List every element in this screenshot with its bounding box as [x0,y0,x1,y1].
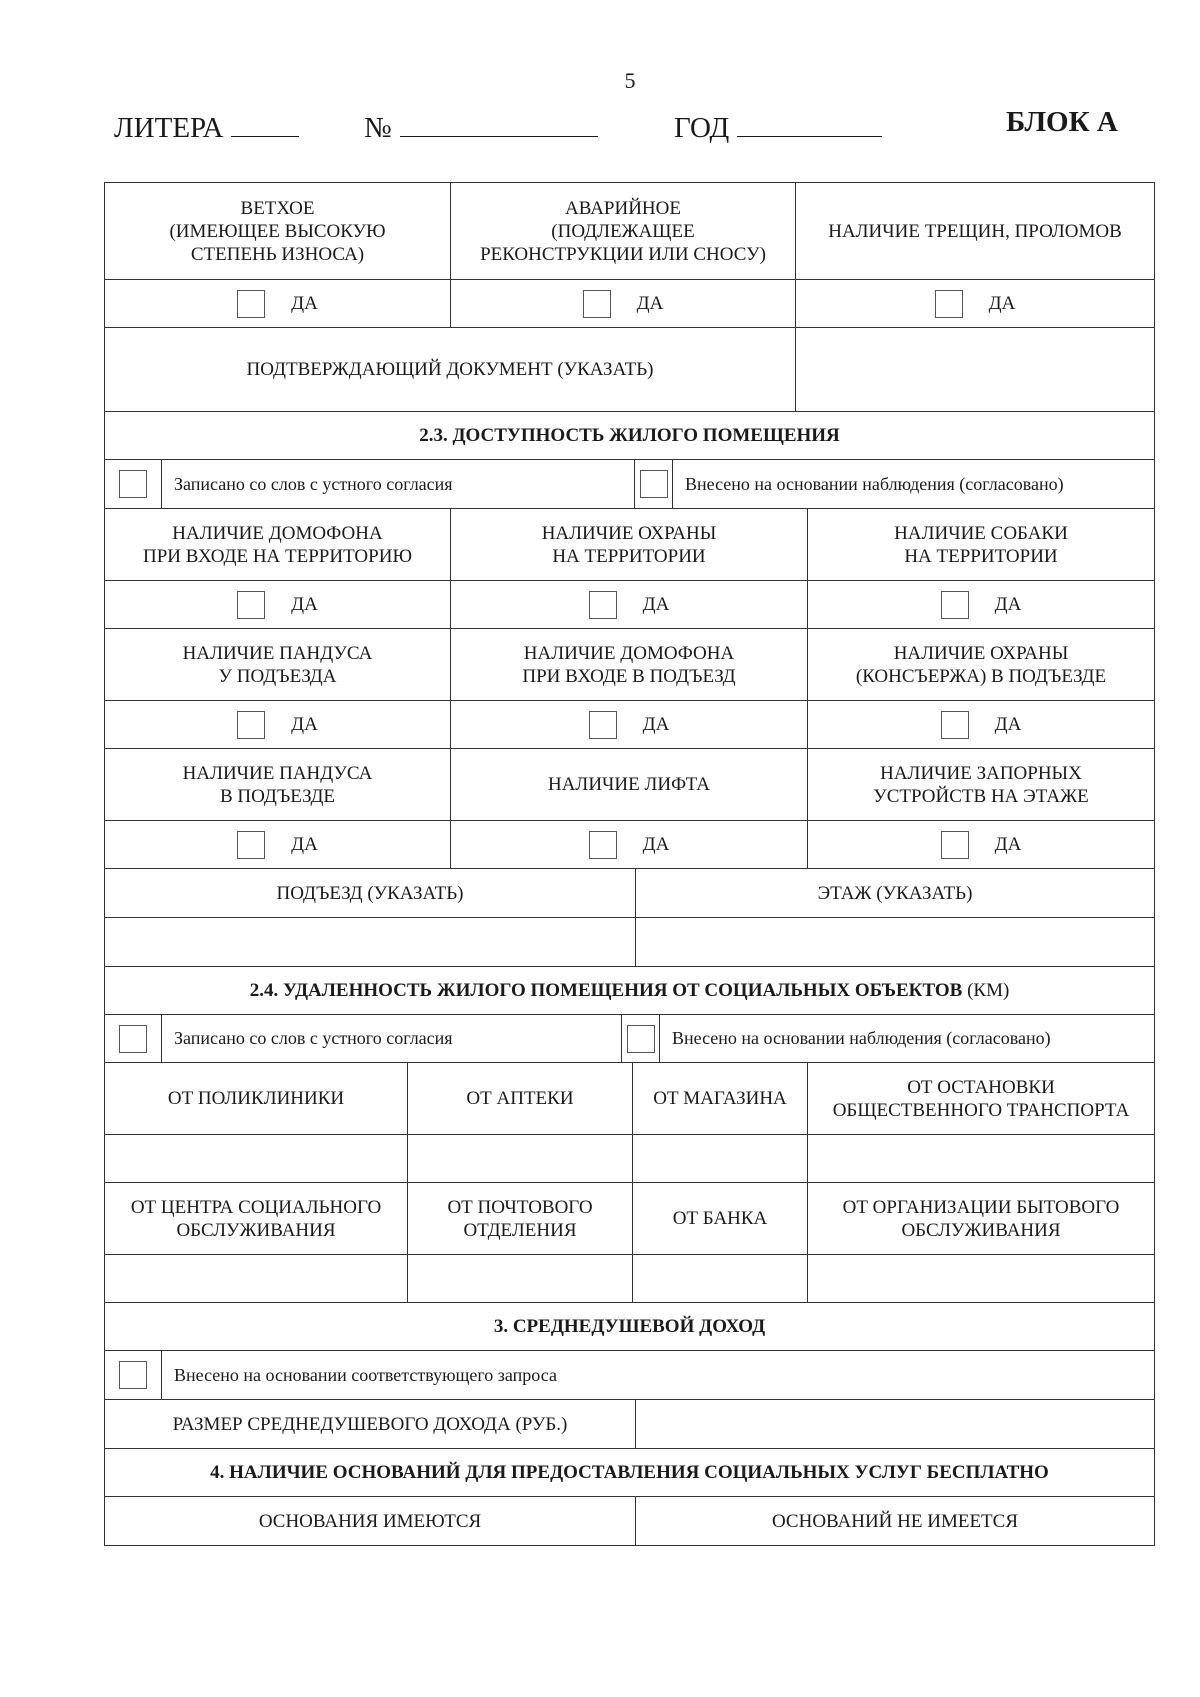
dog-territory-checkbox[interactable] [941,591,969,619]
concierge-header: НАЛИЧИЕ ОХРАНЫ (КОНСЪЕРЖА) В ПОДЪЕЗДЕ [807,629,1154,700]
s23-r1-header [105,508,1154,580]
year-label: ГОД [674,112,730,144]
emergency-checkbox[interactable] [583,290,611,318]
s24-r1-input [105,1134,1154,1182]
s23-oral-box[interactable] [105,460,161,508]
ramp-inside-header: НАЛИЧИЕ ПАНДУСА В ПОДЪЕЗДЕ [182,762,373,807]
post-office-header: ОТ ПОЧТОВОГО ОТДЕЛЕНИЯ [407,1183,632,1254]
year-blank[interactable] [737,106,882,137]
litera-blank[interactable] [231,106,299,137]
post-office-input[interactable] [407,1255,632,1302]
s3-title: 3. СРЕДНЕДУШЕВОЙ ДОХОД [493,1316,766,1337]
dog-territory-header: НАЛИЧИЕ СОБАКИ НА ТЕРРИТОРИИ [807,509,1154,580]
s24-oral-label: Записано со слов с устного согласия [161,1015,621,1062]
concierge-yes[interactable]: ДА [807,701,1154,748]
number-label: № [364,112,392,144]
social-center-input[interactable] [105,1255,407,1302]
s23-title-row [105,411,1154,459]
floor-label: ЭТАЖ (УКАЗАТЬ) [635,869,1154,917]
entrance-floor-input-row [105,917,1154,966]
dilapidated-yes[interactable]: ДА [105,280,450,327]
s23-observed-checkbox[interactable] [640,470,668,498]
household-services-input[interactable] [807,1255,1154,1302]
header-line [114,106,1118,150]
s24-r2-input [105,1254,1154,1302]
intercom-territory-yes[interactable]: ДА [105,581,450,628]
ramp-inside-checkbox[interactable] [237,831,265,859]
s24-observed-label: Внесено на основании наблюдения (согласовано) [659,1015,1154,1062]
condition-check-row [105,279,1154,327]
page-number: 5 [624,68,636,93]
s24-oral-checkbox[interactable] [119,1025,147,1053]
concierge-checkbox[interactable] [941,711,969,739]
s23-oral-label: Записано со слов с устного согласия [161,460,634,508]
ramp-entrance-checkbox[interactable] [237,711,265,739]
security-territory-header: НАЛИЧИЕ ОХРАНЫ НА ТЕРРИТОРИИ [450,509,807,580]
dog-territory-yes[interactable]: ДА [807,581,1154,628]
s24-oral-box[interactable] [105,1015,161,1062]
s3-income-row [105,1399,1154,1448]
litera-field[interactable] [114,106,299,145]
intercom-entrance-yes[interactable]: ДА [450,701,807,748]
confirm-doc-row [105,327,1154,411]
no-grounds-option[interactable]: ОСНОВАНИЙ НЕ ИМЕЕТСЯ [635,1497,1154,1545]
s3-request-checkbox[interactable] [119,1361,147,1389]
entrance-input[interactable] [105,918,635,966]
transport-stop-input[interactable] [807,1135,1154,1182]
s23-r3-header [105,748,1154,820]
elevator-checkbox[interactable] [589,831,617,859]
s24-source-row [105,1014,1154,1062]
income-input[interactable] [635,1400,1154,1448]
bank-input[interactable] [632,1255,807,1302]
s23-r3-check [105,820,1154,868]
s23-oral-checkbox[interactable] [119,470,147,498]
intercom-entrance-header: НАЛИЧИЕ ДОМОФОНА ПРИ ВХОДЕ В ПОДЪЕЗД [450,629,807,700]
pharmacy-input[interactable] [407,1135,632,1182]
s24-observed-checkbox[interactable] [627,1025,655,1053]
locking-devices-checkbox[interactable] [941,831,969,859]
s23-observed-label: Внесено на основании наблюдения (согласовано) [672,460,1154,508]
bank-header: ОТ БАНКА [632,1183,807,1254]
number-field[interactable] [364,106,598,145]
elevator-header: НАЛИЧИЕ ЛИФТА [450,749,807,820]
block-label: БЛОК А [1006,106,1118,138]
cracks-yes[interactable]: ДА [795,280,1154,327]
security-territory-checkbox[interactable] [589,591,617,619]
dilapidated-header: ВЕТХОЕ (ИМЕЮЩЕЕ ВЫСОКУЮ СТЕПЕНЬ ИЗНОСА) [169,197,386,265]
year-field[interactable] [674,106,882,145]
form-table [104,182,1155,1546]
household-services-header: ОТ ОРГАНИЗАЦИИ БЫТОВОГО ОБСЛУЖИВАНИЯ [807,1183,1154,1254]
s23-title: 2.3. ДОСТУПНОСТЬ ЖИЛОГО ПОМЕЩЕНИЯ [419,425,840,446]
cracks-checkbox[interactable] [935,290,963,318]
dilapidated-checkbox[interactable] [237,290,265,318]
transport-stop-header: ОТ ОСТАНОВКИ ОБЩЕСТВЕННОГО ТРАНСПОРТА [807,1063,1154,1134]
number-blank[interactable] [400,106,598,137]
shop-input[interactable] [632,1135,807,1182]
locking-devices-yes[interactable]: ДА [807,821,1154,868]
s3-request-box[interactable] [105,1351,161,1399]
s24-title-row [105,966,1154,1014]
s4-title-row [105,1448,1154,1496]
condition-header-row [105,183,1154,279]
s23-observed-box[interactable] [634,460,672,508]
ramp-inside-yes[interactable]: ДА [105,821,450,868]
s23-r2-header [105,628,1154,700]
security-territory-yes[interactable]: ДА [450,581,807,628]
emergency-header: АВАРИЙНОЕ (ПОДЛЕЖАЩЕЕ РЕКОНСТРУКЦИИ ИЛИ СНОСУ) [450,183,795,279]
s3-title-row [105,1302,1154,1350]
grounds-exist-option[interactable]: ОСНОВАНИЯ ИМЕЮТСЯ [258,1510,482,1532]
s23-r1-check [105,580,1154,628]
s24-r1-header [105,1062,1154,1134]
entrance-floor-header [105,868,1154,917]
s23-r2-check [105,700,1154,748]
entrance-label: ПОДЪЕЗД (УКАЗАТЬ) [276,882,464,904]
s24-observed-box[interactable] [621,1015,659,1062]
income-label: РАЗМЕР СРЕДНЕДУШЕВОГО ДОХОДА (РУБ.) [172,1413,568,1435]
emergency-yes[interactable]: ДА [450,280,795,327]
s4-title: 4. НАЛИЧИЕ ОСНОВАНИЙ ДЛЯ ПРЕДОСТАВЛЕНИЯ СОЦИАЛЬНЫХ УСЛУГ БЕСПЛАТНО [210,1462,1049,1483]
s3-request-row [105,1350,1154,1399]
ramp-entrance-header: НАЛИЧИЕ ПАНДУСА У ПОДЪЕЗДА [182,642,373,687]
confirm-doc-input[interactable] [795,328,1154,411]
intercom-territory-header: НАЛИЧИЕ ДОМОФОНА ПРИ ВХОДЕ НА ТЕРРИТОРИЮ [143,522,412,567]
ramp-entrance-yes[interactable]: ДА [105,701,450,748]
intercom-entrance-checkbox[interactable] [589,711,617,739]
intercom-territory-checkbox[interactable] [237,591,265,619]
pharmacy-header: ОТ АПТЕКИ [407,1063,632,1134]
s23-source-row [105,459,1154,508]
locking-devices-header: НАЛИЧИЕ ЗАПОРНЫХ УСТРОЙСТВ НА ЭТАЖЕ [807,749,1154,820]
shop-header: ОТ МАГАЗИНА [632,1063,807,1134]
floor-input[interactable] [635,918,1154,966]
s24-r2-header [105,1182,1154,1254]
s4-options-row [105,1496,1154,1545]
s24-title: 2.4. УДАЛЕННОСТЬ ЖИЛОГО ПОМЕЩЕНИЯ ОТ СОЦИАЛЬНЫХ ОБЪЕКТОВ (КМ) [249,980,1010,1001]
s3-request-label: Внесено на основании соответствующего запроса [161,1351,1154,1399]
confirm-doc-label: ПОДТВЕРЖДАЮЩИЙ ДОКУМЕНТ (УКАЗАТЬ) [246,359,654,380]
litera-label: ЛИТЕРА [114,112,224,144]
cracks-header: НАЛИЧИЕ ТРЕЩИН, ПРОЛОМОВ [795,183,1154,279]
polyclinic-input[interactable] [105,1135,407,1182]
polyclinic-header: ОТ ПОЛИКЛИНИКИ [167,1088,345,1109]
elevator-yes[interactable]: ДА [450,821,807,868]
social-center-header: ОТ ЦЕНТРА СОЦИАЛЬНОГО ОБСЛУЖИВАНИЯ [130,1196,382,1241]
